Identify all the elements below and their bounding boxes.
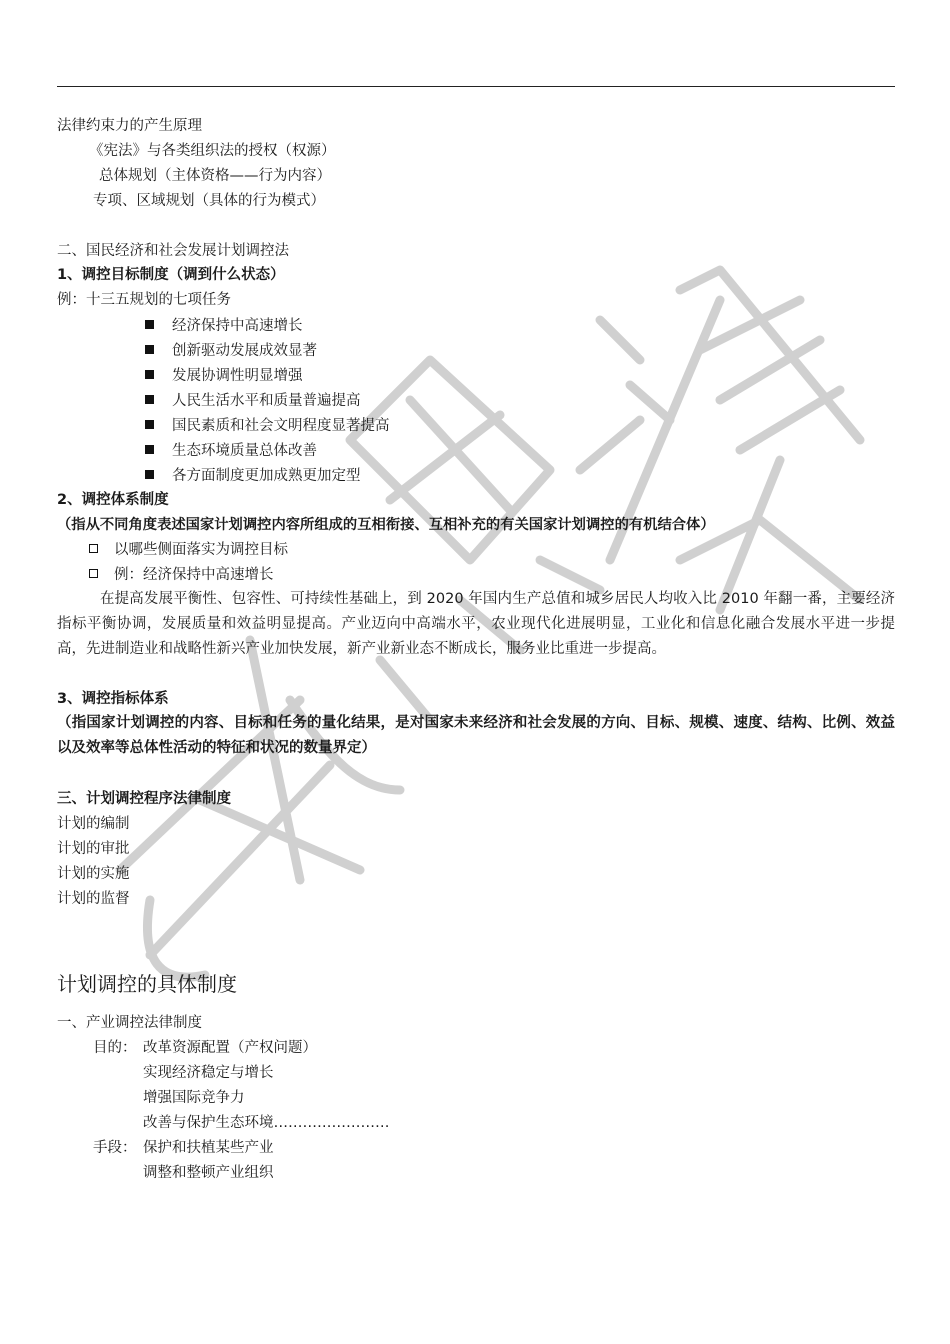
purpose-item: 增强国际竞争力: [143, 1090, 245, 1106]
goal-paragraph: 在提高发展平衡性、包容性、可持续性基础上，到 2020 年国内生产总值和城乡居民人均收入比 2010 年翻一番，主要经济指标平衡协调，发展质量和效益明显提高。产业迈向中高端水平，农业现代化进展明显，工业化和信息化融合发展水平进一步提高，先进制造业和战略性新兴产业加快发展，新产业新业态不断成长，服务业比重进一步提高。: [57, 591, 895, 657]
list-item: 国民素质和社会文明程度显著提高: [145, 416, 390, 436]
section-title-industry: 一、产业调控法律制度: [57, 1015, 202, 1031]
list-item: 创新驱动发展成效显著: [145, 341, 317, 361]
line-principle: 法律约束力的产生原理: [57, 118, 202, 134]
indicator-definition: （指国家计划调控的内容、目标和任务的量化结果，是对国家未来经济和社会发展的方向、目标、规模、速度、结构、比例、效益以及效率等总体性活动的特征和状况的数量界定）: [57, 715, 895, 756]
list-item: 人民生活水平和质量普遍提高: [145, 391, 361, 411]
page-heading: 计划调控的具体制度: [57, 972, 237, 996]
square-bullet-icon: [145, 470, 154, 479]
square-bullet-icon: [145, 370, 154, 379]
square-bullet-icon: [145, 345, 154, 354]
square-bullet-icon: [145, 420, 154, 429]
square-bullet-icon: [145, 320, 154, 329]
system-definition: （指从不同角度表述国家计划调控内容所组成的互相衔接、互相补充的有关国家计划调控的有机结合体）: [57, 517, 715, 533]
section-title-national-plan: 二、国民经济和社会发展计划调控法: [57, 243, 289, 259]
checkbox-bullet-icon: [89, 569, 98, 578]
line-special-plan: 专项、区域规划（具体的行为模式）: [93, 193, 325, 209]
procedure-item: 计划的编制: [57, 816, 130, 832]
line-constitution: 《宪法》与各类组织法的授权（权源）: [89, 143, 336, 159]
purpose-item: 实现经济稳定与增长: [143, 1065, 274, 1081]
procedure-item: 计划的实施: [57, 866, 130, 882]
list-item: 发展协调性明显增强: [145, 366, 303, 386]
section-title-procedure: 三、计划调控程序法律制度: [57, 791, 231, 807]
procedure-item: 计划的监督: [57, 891, 130, 907]
means-label: 手段：: [93, 1140, 137, 1156]
means-item: 保护和扶植某些产业: [143, 1140, 274, 1156]
section-title-system: 2、调控体系制度: [57, 492, 169, 508]
check-item: 例：经济保持中高速增长: [89, 565, 274, 585]
checkbox-bullet-icon: [89, 544, 98, 553]
purpose-item: 改善与保护生态环境……………………: [143, 1115, 390, 1131]
means-item: 调整和整顿产业组织: [143, 1165, 274, 1181]
example-line: 例：十三五规划的七项任务: [57, 292, 231, 308]
line-overall-plan: 总体规划（主体资格——行为内容）: [99, 168, 331, 184]
square-bullet-icon: [145, 445, 154, 454]
list-item: 生态环境质量总体改善: [145, 441, 317, 461]
purpose-item: 改革资源配置（产权问题）: [143, 1040, 317, 1056]
list-item: 各方面制度更加成熟更加定型: [145, 466, 361, 486]
section-title-indicator: 3、调控指标体系: [57, 691, 169, 707]
check-item: 以哪些侧面落实为调控目标: [89, 540, 288, 560]
header-rule: [57, 86, 895, 87]
purpose-label: 目的：: [93, 1040, 137, 1056]
section-title-goal-system: 1、调控目标制度（调到什么状态）: [57, 267, 285, 283]
square-bullet-icon: [145, 395, 154, 404]
list-item: 经济保持中高速增长: [145, 316, 303, 336]
procedure-item: 计划的审批: [57, 841, 130, 857]
